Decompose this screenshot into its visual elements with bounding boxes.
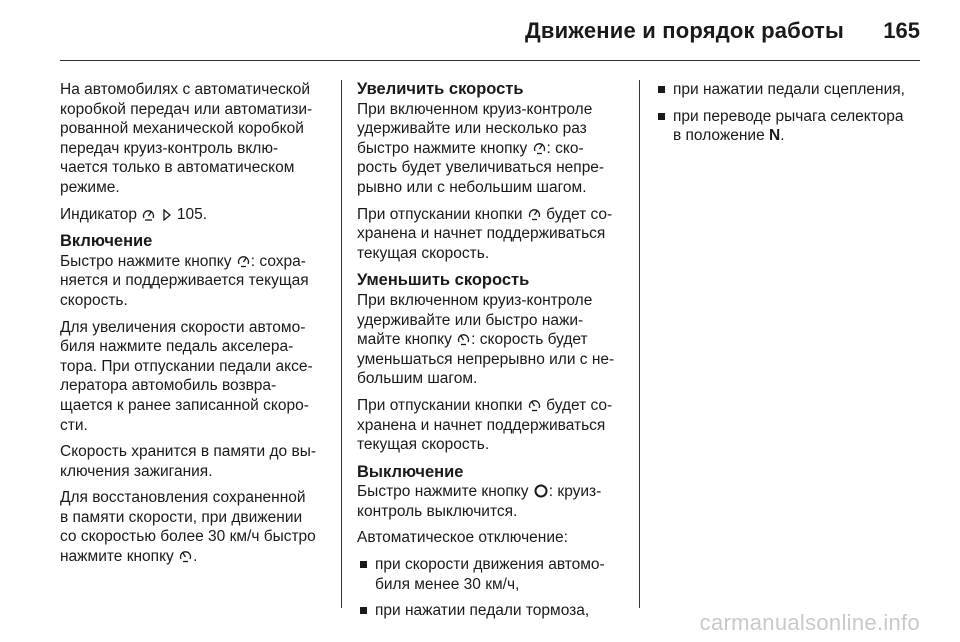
section-heading-off: Выключение bbox=[357, 462, 464, 481]
bullet-square-icon bbox=[658, 86, 665, 93]
cruise-minus-icon bbox=[528, 398, 541, 412]
bullet-square-icon bbox=[360, 561, 367, 568]
watermark: carmanualsonline.info bbox=[699, 610, 920, 635]
column-divider-2 bbox=[639, 80, 640, 608]
increase-paragraph-2: При отпускании кнопки будет со- хранена и начнет поддерживаться текущая скорость. bbox=[357, 205, 613, 262]
section-heading-increase: Увеличить скорость bbox=[357, 80, 524, 98]
memory-paragraph: Скорость хранится в памяти до вы- ключения зажигания. bbox=[60, 443, 316, 480]
page-title: Движение и порядок работы bbox=[524, 18, 844, 43]
auto-off-label: Автоматическое отключение: bbox=[357, 529, 568, 547]
cruise-set-icon bbox=[142, 207, 155, 221]
cruise-off-icon bbox=[534, 484, 548, 498]
column-1 bbox=[60, 80, 328, 574]
cruise-plus-icon bbox=[533, 141, 546, 155]
accelerator-paragraph: Для увеличения скорости автомо- биля нажмите педаль акселера- тора. При отпускании педали аксе- лератора автомобиль возвра- щается к ранее записанной скоро- сти. bbox=[60, 318, 313, 434]
page-reference-arrow-icon bbox=[162, 209, 172, 221]
restore-paragraph: Для восстановления сохраненной в памяти скорости, при движении со скоростью более 30 км/ч быстро нажмите кнопку . bbox=[60, 489, 316, 566]
indicator-paragraph: Индикатор 105. bbox=[60, 205, 208, 223]
off-paragraph: Быстро нажмите кнопку : круиз- контроль выключится. bbox=[357, 483, 602, 520]
header-divider bbox=[60, 60, 920, 61]
intro-paragraph: На автомобилях с автоматической коробкой передач или автоматизи- рованной механической коробкой передач круиз-контроль вклю- чается только в автоматическом режиме. bbox=[60, 81, 313, 196]
decrease-paragraph-1: При включенном круиз-контроле удерживайте или быстро нажи- майте кнопку : скорость будет уменьшаться непрерывно или с не- большим шагом. bbox=[357, 291, 615, 388]
bullet-square-icon bbox=[360, 607, 367, 614]
decrease-paragraph-2: При отпускании кнопки будет со- хранена и начнет поддерживаться текущая скорость. bbox=[357, 396, 613, 454]
section-heading-on: Включение bbox=[60, 232, 153, 251]
list-item: при нажатии педали тормоза, bbox=[357, 601, 627, 621]
column-3 bbox=[655, 80, 925, 153]
column-2 bbox=[357, 80, 627, 628]
list-item: при переводе рычага селектора в положение N. bbox=[655, 107, 925, 146]
cruise-resume-icon bbox=[179, 549, 192, 563]
column-divider-1 bbox=[341, 80, 342, 608]
cruise-set-minus-icon bbox=[237, 254, 250, 268]
list-item: при скорости движения автомо- биля менее 30 км/ч, bbox=[357, 555, 627, 594]
page-number: 165 bbox=[883, 18, 920, 43]
gear-position-n: N bbox=[769, 127, 781, 145]
section-heading-decrease: Уменьшить скорость bbox=[357, 271, 530, 290]
increase-paragraph-1: При включенном круиз-контроле удерживайте или несколько раз быстро нажмите кнопку : ско- рость будет увеличиваться непре- рывно или с небольшим шагом. bbox=[357, 100, 605, 196]
bullet-square-icon bbox=[658, 113, 665, 120]
cruise-minus-icon bbox=[457, 332, 470, 346]
cruise-plus-icon bbox=[528, 207, 541, 221]
on-paragraph: Быстро нажмите кнопку : сохра- няется и поддерживается текущая скорость. bbox=[60, 252, 309, 309]
list-item: при нажатии педали сцепления, bbox=[655, 80, 925, 100]
